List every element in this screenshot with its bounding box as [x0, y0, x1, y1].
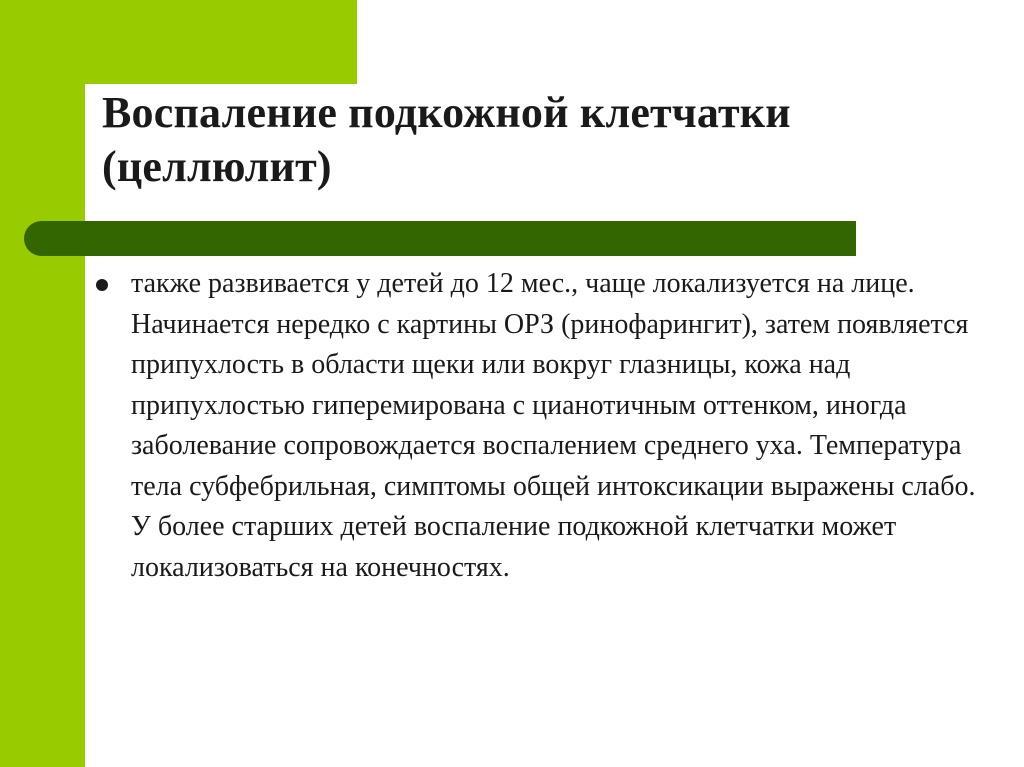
- slide-title: Воспаление подкожной клетчатки (целлюлит): [102, 88, 791, 191]
- bullet-text: также развивается у детей до 12 мес., чаще локализуется на лице. Начинается нередко с картины ОРЗ (ринофарингит), затем появляется припухлость в области щеки или вокруг глазницы, кожа над припухлостью гиперемирована с цианотичным оттенком, иногда заболевание сопровождается воспалением среднего уха. Температура тела субфебрильная, симптомы общей интоксикации выражены слабо. У более старших детей воспаление подкожной клетчатки может локализоваться на конечностях.: [131, 268, 976, 583]
- accent-left-band: [0, 0, 85, 767]
- accent-top-band: [0, 0, 357, 84]
- title-divider-bar: [24, 221, 856, 256]
- bullet-dot-icon: [96, 279, 108, 291]
